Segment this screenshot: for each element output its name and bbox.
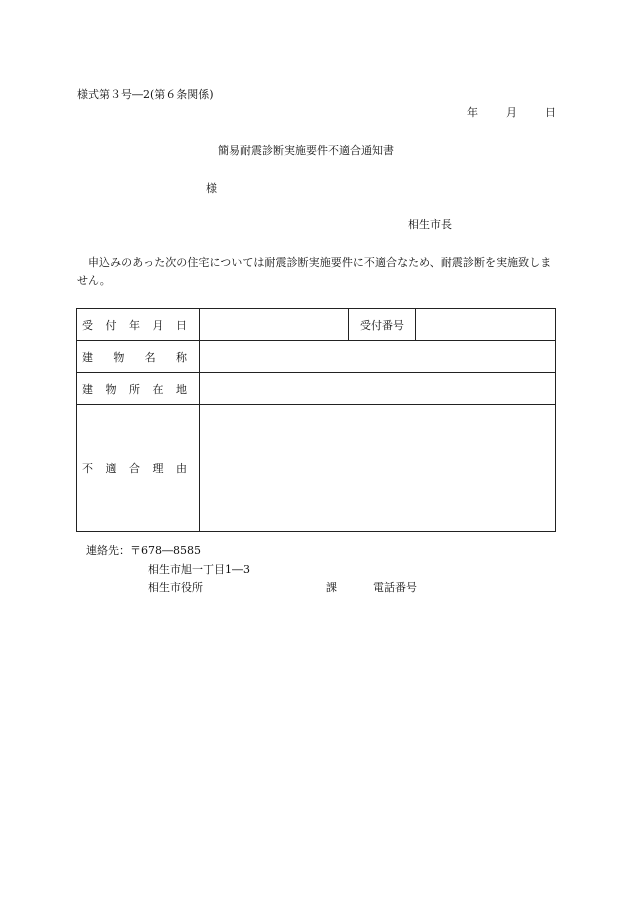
date-year: 年: [467, 106, 478, 119]
document-title: 簡易耐震診断実施要件不適合通知書: [218, 144, 394, 157]
issuer-name: 相生市長: [408, 218, 452, 231]
label-char: 称: [175, 350, 187, 364]
contact-address: 相生市旭一丁目1―3: [148, 563, 250, 576]
contact-office: 相生市役所: [148, 581, 203, 594]
table-row-building-name: [77, 341, 556, 373]
table-row-receipt-date: [77, 309, 556, 341]
receipt-number-label: 受付番号: [349, 309, 416, 341]
building-address-value: [200, 373, 556, 405]
receipt-date-label: [77, 309, 200, 341]
label-char: 地: [176, 382, 187, 396]
date-line: [467, 104, 556, 120]
label-char: 所: [129, 382, 140, 396]
label-char: 日: [176, 318, 187, 332]
reason-value: [200, 405, 556, 532]
reason-label: [77, 405, 200, 532]
receipt-number-value: [416, 309, 556, 341]
building-name-value: [200, 341, 556, 373]
label-char: 付: [105, 318, 117, 332]
label-char: 月: [152, 318, 164, 332]
label-char: 適: [105, 462, 117, 475]
contact-department: 課: [326, 581, 337, 594]
contact-phone-label: 電話番号: [373, 581, 417, 594]
label-char: 受: [82, 318, 93, 332]
label-char: 物: [113, 350, 125, 364]
label-char: 年: [129, 318, 140, 332]
label-char: 由: [176, 462, 187, 475]
label-char: 建: [82, 382, 93, 396]
recipient-suffix: 様: [206, 182, 217, 195]
form-number: 様式第３号―2(第６条関係): [77, 88, 214, 101]
info-table: [76, 308, 556, 532]
label-char: 在: [152, 382, 164, 396]
table-row-building-address: [77, 373, 556, 405]
receipt-date-value: [200, 309, 349, 341]
label-char: 物: [105, 382, 117, 396]
notice-body: 申込みのあった次の住宅については耐震診断実施要件に不適合なため、耐震診断を実施致しません。: [77, 256, 552, 287]
label-char: 合: [129, 462, 140, 475]
building-name-label: [77, 341, 200, 373]
date-day: 日: [545, 106, 556, 119]
label-char: 理: [152, 462, 164, 475]
label-char: 建: [82, 350, 93, 364]
building-address-label: [77, 373, 200, 405]
date-month: 月: [506, 106, 517, 119]
table-row-reason: [77, 405, 556, 532]
contact-postal: 連絡先：〒678―8585: [86, 544, 201, 557]
label-char: 不: [82, 462, 93, 475]
label-char: 名: [144, 350, 156, 364]
